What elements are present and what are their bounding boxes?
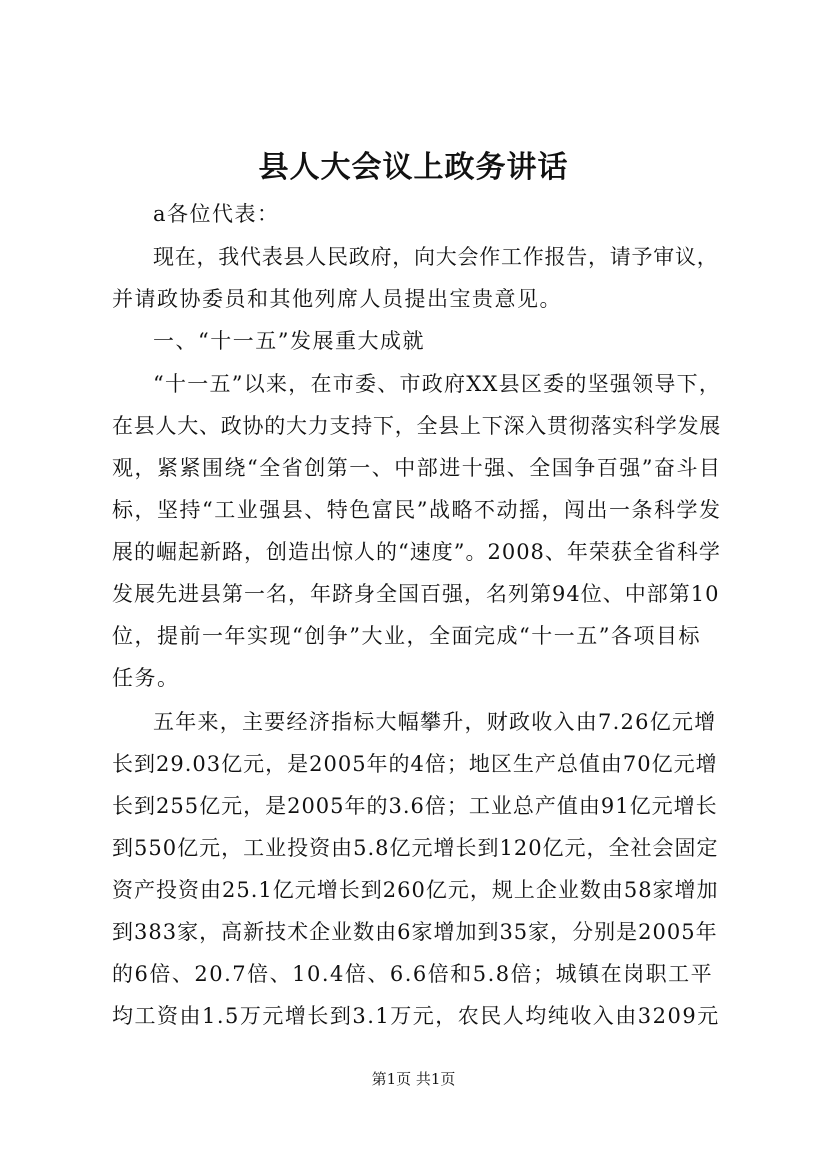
body-line: “十一五”以来，在市委、市政府XX县区委的坚强领导下，	[153, 372, 722, 396]
salutation-line: a各位代表：	[153, 202, 280, 226]
body-line: 标，坚持“工业强县、特色富民”战略不动摇，闯出一条科学发	[112, 498, 722, 522]
body-line: 资产投资由25.1亿元增长到260亿元，规上企业数由58家增加	[112, 878, 719, 902]
section-heading: 一、“十一五”发展重大成就	[153, 329, 425, 353]
body-line: 到550亿元，工业投资由5.8亿元增长到120亿元，全社会固定	[112, 836, 719, 860]
body-line: 位，提前一年实现“创争”大业，全面完成“十一五”各项目标	[112, 624, 701, 648]
body-line: 长到255亿元，是2005年的3.6倍；工业总产值由91亿元增长	[112, 794, 718, 818]
body-line: 均工资由1.5万元增长到3.1万元，农民人均纯收入由3209元	[112, 1004, 720, 1028]
body-line: 五年来，主要经济指标大幅攀升，财政收入由7.26亿元增	[153, 710, 717, 734]
body-line: 发展先进县第一名，年跻身全国百强，名列第94位、中部第10	[112, 582, 720, 606]
body-line: 的6倍、20.7倍、10.4倍、6.6倍和5.8倍；城镇在岗职工平	[112, 962, 714, 986]
body-line: 任务。	[112, 666, 180, 690]
body-line: 展的崛起新路，创造出惊人的“速度”。2008、年荣获全省科学	[112, 540, 721, 564]
body-line: 在县人大、政协的大力支持下，全县上下深入贯彻落实科学发展	[112, 414, 721, 438]
body-line: 到383家，高新技术企业数由6家增加到35家，分别是2005年	[112, 920, 718, 944]
body-line: 现在，我代表县人民政府，向大会作工作报告，请予审议，	[153, 245, 719, 269]
body-line: 长到29.03亿元，是2005年的4倍；地区生产总值由70亿元增	[112, 752, 718, 776]
document-title: 县人大会议上政务讲话	[258, 150, 569, 185]
body-line: 并请政协委员和其他列席人员提出宝贵意见。	[112, 287, 562, 311]
page-number-footer: 第1页 共1页	[371, 1070, 456, 1088]
body-line: 观，紧紧围绕“全省创第一、中部进十强、全国争百强”奋斗目	[112, 456, 722, 480]
